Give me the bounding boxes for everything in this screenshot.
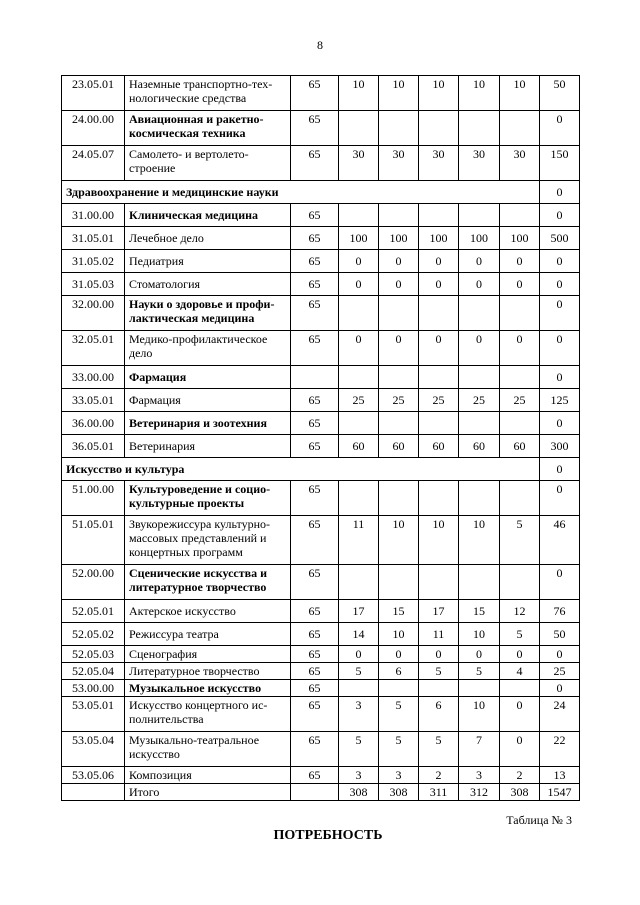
value-cell: 5 bbox=[379, 732, 419, 767]
table-row bbox=[62, 296, 580, 331]
value-cell: 30 bbox=[379, 146, 419, 181]
name-cell: Педиатрия bbox=[125, 250, 291, 273]
base-cell: 65 bbox=[291, 516, 339, 565]
value-cell bbox=[459, 111, 500, 146]
value-cell: 312 bbox=[459, 784, 500, 801]
value-cell bbox=[419, 204, 459, 227]
value-cell: 0 bbox=[500, 732, 540, 767]
value-cell: 0 bbox=[339, 331, 379, 366]
value-cell: 0 bbox=[379, 646, 419, 663]
base-cell: 65 bbox=[291, 565, 339, 600]
total-cell: 0 bbox=[540, 412, 580, 435]
table-row bbox=[62, 111, 580, 146]
value-cell: 11 bbox=[339, 516, 379, 565]
value-cell: 60 bbox=[379, 435, 419, 458]
name-cell: Культуроведение и социо-культурные проекты bbox=[125, 481, 291, 516]
total-cell: 150 bbox=[540, 146, 580, 181]
value-cell bbox=[379, 366, 419, 389]
page-number: 8 bbox=[317, 38, 323, 52]
total-cell: 125 bbox=[540, 389, 580, 412]
name-cell: Ветеринария и зоотехния bbox=[125, 412, 291, 435]
base-cell: 65 bbox=[291, 481, 339, 516]
value-cell: 0 bbox=[339, 646, 379, 663]
value-cell: 4 bbox=[500, 663, 540, 680]
value-cell: 5 bbox=[339, 663, 379, 680]
table-row bbox=[62, 435, 580, 458]
base-cell: 65 bbox=[291, 663, 339, 680]
value-cell: 100 bbox=[379, 227, 419, 250]
name-cell: Литературное творчество bbox=[125, 663, 291, 680]
value-cell: 0 bbox=[419, 331, 459, 366]
total-cell: 50 bbox=[540, 623, 580, 646]
value-cell bbox=[339, 481, 379, 516]
table-row bbox=[62, 565, 580, 600]
table-row bbox=[62, 600, 580, 623]
name-cell: Музыкальное искусство bbox=[125, 680, 291, 697]
total-cell: 25 bbox=[540, 663, 580, 680]
base-cell: 65 bbox=[291, 296, 339, 331]
value-cell: 10 bbox=[379, 76, 419, 111]
code-cell: 31.00.00 bbox=[62, 204, 125, 227]
value-cell: 0 bbox=[500, 250, 540, 273]
value-cell bbox=[379, 565, 419, 600]
table-note: Таблица № 3 bbox=[506, 813, 572, 827]
document-title: ПОТРЕБНОСТЬ bbox=[273, 828, 383, 843]
base-cell: 65 bbox=[291, 146, 339, 181]
name-cell: Фармация bbox=[125, 389, 291, 412]
name-cell: Фармация bbox=[125, 366, 291, 389]
value-cell: 2 bbox=[419, 767, 459, 784]
table-row bbox=[62, 663, 580, 680]
total-cell: 0 bbox=[540, 458, 580, 481]
section-row bbox=[62, 181, 580, 204]
value-cell: 100 bbox=[500, 227, 540, 250]
value-cell: 2 bbox=[500, 767, 540, 784]
value-cell bbox=[379, 481, 419, 516]
code-cell: 52.00.00 bbox=[62, 565, 125, 600]
value-cell: 60 bbox=[419, 435, 459, 458]
value-cell: 5 bbox=[500, 516, 540, 565]
value-cell bbox=[500, 565, 540, 600]
code-cell bbox=[62, 784, 125, 801]
value-cell: 10 bbox=[459, 623, 500, 646]
value-cell bbox=[419, 565, 459, 600]
value-cell: 0 bbox=[500, 697, 540, 732]
base-cell: 65 bbox=[291, 646, 339, 663]
table-row bbox=[62, 331, 580, 366]
total-cell: 0 bbox=[540, 680, 580, 697]
code-cell: 23.05.01 bbox=[62, 76, 125, 111]
code-cell: 24.05.07 bbox=[62, 146, 125, 181]
name-cell: Медико-профилактическое дело bbox=[125, 331, 291, 366]
code-cell: 32.00.00 bbox=[62, 296, 125, 331]
name-cell: Науки о здоровье и профи-лактическая медицина bbox=[125, 296, 291, 331]
value-cell bbox=[419, 481, 459, 516]
value-cell bbox=[379, 680, 419, 697]
value-cell bbox=[500, 204, 540, 227]
value-cell: 0 bbox=[419, 250, 459, 273]
value-cell: 10 bbox=[419, 76, 459, 111]
name-cell: Композиция bbox=[125, 767, 291, 784]
value-cell: 60 bbox=[339, 435, 379, 458]
section-title: Здравоохранение и медицинские науки bbox=[62, 181, 540, 204]
total-cell: 500 bbox=[540, 227, 580, 250]
code-cell: 33.05.01 bbox=[62, 389, 125, 412]
code-cell: 53.05.04 bbox=[62, 732, 125, 767]
value-cell bbox=[459, 204, 500, 227]
value-cell bbox=[339, 111, 379, 146]
value-cell: 6 bbox=[379, 663, 419, 680]
total-cell: 76 bbox=[540, 600, 580, 623]
value-cell bbox=[419, 296, 459, 331]
total-cell: 0 bbox=[540, 366, 580, 389]
base-cell: 65 bbox=[291, 76, 339, 111]
name-cell: Клиническая медицина bbox=[125, 204, 291, 227]
code-cell: 51.05.01 bbox=[62, 516, 125, 565]
name-cell: Режиссура театра bbox=[125, 623, 291, 646]
table-row bbox=[62, 412, 580, 435]
value-cell: 10 bbox=[459, 76, 500, 111]
value-cell: 0 bbox=[379, 273, 419, 296]
value-cell: 10 bbox=[459, 697, 500, 732]
value-cell: 5 bbox=[379, 697, 419, 732]
value-cell: 7 bbox=[459, 732, 500, 767]
base-cell bbox=[291, 366, 339, 389]
value-cell: 15 bbox=[459, 600, 500, 623]
specialties-table bbox=[61, 75, 580, 801]
value-cell: 100 bbox=[459, 227, 500, 250]
value-cell bbox=[339, 366, 379, 389]
value-cell bbox=[500, 296, 540, 331]
value-cell: 30 bbox=[459, 146, 500, 181]
value-cell bbox=[379, 296, 419, 331]
value-cell: 100 bbox=[339, 227, 379, 250]
code-cell: 52.05.01 bbox=[62, 600, 125, 623]
value-cell: 25 bbox=[379, 389, 419, 412]
code-cell: 52.05.04 bbox=[62, 663, 125, 680]
value-cell bbox=[339, 204, 379, 227]
table-row bbox=[62, 273, 580, 296]
value-cell: 0 bbox=[339, 250, 379, 273]
total-cell: 0 bbox=[540, 481, 580, 516]
value-cell: 3 bbox=[459, 767, 500, 784]
value-cell: 0 bbox=[379, 250, 419, 273]
code-cell: 31.05.02 bbox=[62, 250, 125, 273]
value-cell: 25 bbox=[339, 389, 379, 412]
value-cell: 30 bbox=[339, 146, 379, 181]
value-cell: 25 bbox=[459, 389, 500, 412]
total-cell: 0 bbox=[540, 646, 580, 663]
table-row bbox=[62, 623, 580, 646]
base-cell: 65 bbox=[291, 111, 339, 146]
value-cell bbox=[459, 296, 500, 331]
value-cell: 311 bbox=[419, 784, 459, 801]
table-row bbox=[62, 366, 580, 389]
value-cell: 30 bbox=[500, 146, 540, 181]
code-cell: 53.05.01 bbox=[62, 697, 125, 732]
base-cell: 65 bbox=[291, 204, 339, 227]
value-cell bbox=[419, 412, 459, 435]
value-cell bbox=[419, 366, 459, 389]
table-row bbox=[62, 76, 580, 111]
value-cell: 12 bbox=[500, 600, 540, 623]
value-cell bbox=[339, 565, 379, 600]
code-cell: 36.00.00 bbox=[62, 412, 125, 435]
value-cell: 100 bbox=[419, 227, 459, 250]
code-cell: 31.05.03 bbox=[62, 273, 125, 296]
value-cell: 308 bbox=[339, 784, 379, 801]
base-cell: 65 bbox=[291, 732, 339, 767]
value-cell: 60 bbox=[500, 435, 540, 458]
base-cell: 65 bbox=[291, 273, 339, 296]
code-cell: 53.05.06 bbox=[62, 767, 125, 784]
table-row bbox=[62, 389, 580, 412]
total-cell: 22 bbox=[540, 732, 580, 767]
table-row bbox=[62, 732, 580, 767]
value-cell: 0 bbox=[339, 273, 379, 296]
table-row bbox=[62, 767, 580, 784]
table-row bbox=[62, 680, 580, 697]
value-cell: 60 bbox=[459, 435, 500, 458]
value-cell: 14 bbox=[339, 623, 379, 646]
name-cell: Авиационная и ракетно-космическая техника bbox=[125, 111, 291, 146]
value-cell: 15 bbox=[379, 600, 419, 623]
value-cell: 17 bbox=[339, 600, 379, 623]
value-cell bbox=[459, 366, 500, 389]
value-cell bbox=[419, 111, 459, 146]
value-cell bbox=[339, 680, 379, 697]
value-cell: 308 bbox=[500, 784, 540, 801]
table-row bbox=[62, 481, 580, 516]
value-cell: 17 bbox=[419, 600, 459, 623]
code-cell: 32.05.01 bbox=[62, 331, 125, 366]
value-cell: 0 bbox=[379, 331, 419, 366]
value-cell: 0 bbox=[500, 331, 540, 366]
name-cell: Актерское искусство bbox=[125, 600, 291, 623]
value-cell: 10 bbox=[500, 76, 540, 111]
value-cell: 0 bbox=[459, 331, 500, 366]
value-cell: 0 bbox=[459, 646, 500, 663]
value-cell: 10 bbox=[379, 623, 419, 646]
value-cell: 5 bbox=[419, 663, 459, 680]
section-row bbox=[62, 458, 580, 481]
value-cell bbox=[379, 111, 419, 146]
name-cell: Звукорежиссура культурно-массовых представлений и концертных программ bbox=[125, 516, 291, 565]
total-cell: 1547 bbox=[540, 784, 580, 801]
base-cell bbox=[291, 784, 339, 801]
value-cell bbox=[500, 481, 540, 516]
table-body bbox=[62, 76, 580, 801]
base-cell: 65 bbox=[291, 250, 339, 273]
value-cell: 11 bbox=[419, 623, 459, 646]
name-cell: Стоматология bbox=[125, 273, 291, 296]
code-cell: 36.05.01 bbox=[62, 435, 125, 458]
value-cell: 308 bbox=[379, 784, 419, 801]
value-cell: 3 bbox=[379, 767, 419, 784]
value-cell: 0 bbox=[419, 646, 459, 663]
base-cell: 65 bbox=[291, 331, 339, 366]
value-cell: 3 bbox=[339, 767, 379, 784]
value-cell: 6 bbox=[419, 697, 459, 732]
code-cell: 52.05.02 bbox=[62, 623, 125, 646]
base-cell: 65 bbox=[291, 767, 339, 784]
total-cell: 0 bbox=[540, 181, 580, 204]
value-cell: 10 bbox=[379, 516, 419, 565]
base-cell: 65 bbox=[291, 389, 339, 412]
name-cell: Итого bbox=[125, 784, 291, 801]
value-cell bbox=[500, 111, 540, 146]
value-cell: 5 bbox=[459, 663, 500, 680]
base-cell: 65 bbox=[291, 697, 339, 732]
name-cell: Сценические искусства и литературное творчество bbox=[125, 565, 291, 600]
table-row bbox=[62, 250, 580, 273]
value-cell bbox=[459, 412, 500, 435]
value-cell: 0 bbox=[459, 250, 500, 273]
value-cell: 0 bbox=[459, 273, 500, 296]
table-row bbox=[62, 146, 580, 181]
total-cell: 300 bbox=[540, 435, 580, 458]
value-cell bbox=[379, 412, 419, 435]
table-row bbox=[62, 646, 580, 663]
base-cell: 65 bbox=[291, 680, 339, 697]
base-cell: 65 bbox=[291, 600, 339, 623]
code-cell: 33.00.00 bbox=[62, 366, 125, 389]
base-cell: 65 bbox=[291, 412, 339, 435]
code-cell: 31.05.01 bbox=[62, 227, 125, 250]
total-cell: 0 bbox=[540, 204, 580, 227]
total-cell: 50 bbox=[540, 76, 580, 111]
value-cell: 25 bbox=[419, 389, 459, 412]
table-row bbox=[62, 227, 580, 250]
value-cell bbox=[500, 412, 540, 435]
base-cell: 65 bbox=[291, 227, 339, 250]
code-cell: 51.00.00 bbox=[62, 481, 125, 516]
value-cell: 0 bbox=[500, 273, 540, 296]
value-cell bbox=[500, 680, 540, 697]
value-cell bbox=[419, 680, 459, 697]
table-row bbox=[62, 516, 580, 565]
value-cell: 10 bbox=[339, 76, 379, 111]
value-cell: 10 bbox=[459, 516, 500, 565]
total-cell: 46 bbox=[540, 516, 580, 565]
code-cell: 52.05.03 bbox=[62, 646, 125, 663]
total-cell: 0 bbox=[540, 296, 580, 331]
total-cell: 13 bbox=[540, 767, 580, 784]
value-cell bbox=[500, 366, 540, 389]
value-cell: 5 bbox=[419, 732, 459, 767]
total-cell: 24 bbox=[540, 697, 580, 732]
name-cell: Ветеринария bbox=[125, 435, 291, 458]
name-cell: Искусство концертного ис-полнительства bbox=[125, 697, 291, 732]
value-cell bbox=[459, 481, 500, 516]
value-cell: 30 bbox=[419, 146, 459, 181]
table-row bbox=[62, 204, 580, 227]
value-cell: 0 bbox=[419, 273, 459, 296]
base-cell: 65 bbox=[291, 435, 339, 458]
total-cell: 0 bbox=[540, 250, 580, 273]
name-cell: Сценография bbox=[125, 646, 291, 663]
value-cell: 10 bbox=[419, 516, 459, 565]
value-cell bbox=[379, 204, 419, 227]
table-row bbox=[62, 697, 580, 732]
name-cell: Музыкально-театральное искусство bbox=[125, 732, 291, 767]
total-cell: 0 bbox=[540, 565, 580, 600]
value-cell: 5 bbox=[500, 623, 540, 646]
name-cell: Лечебное дело bbox=[125, 227, 291, 250]
code-cell: 53.00.00 bbox=[62, 680, 125, 697]
value-cell: 5 bbox=[339, 732, 379, 767]
value-cell bbox=[339, 412, 379, 435]
table-row bbox=[62, 784, 580, 801]
value-cell: 25 bbox=[500, 389, 540, 412]
total-cell: 0 bbox=[540, 111, 580, 146]
section-title: Искусство и культура bbox=[62, 458, 540, 481]
base-cell: 65 bbox=[291, 623, 339, 646]
total-cell: 0 bbox=[540, 273, 580, 296]
name-cell: Самолето- и вертолето-строение bbox=[125, 146, 291, 181]
name-cell: Наземные транспортно-тех-нологические средства bbox=[125, 76, 291, 111]
value-cell bbox=[459, 565, 500, 600]
total-cell: 0 bbox=[540, 331, 580, 366]
value-cell: 0 bbox=[500, 646, 540, 663]
code-cell: 24.00.00 bbox=[62, 111, 125, 146]
value-cell bbox=[339, 296, 379, 331]
value-cell: 3 bbox=[339, 697, 379, 732]
value-cell bbox=[459, 680, 500, 697]
